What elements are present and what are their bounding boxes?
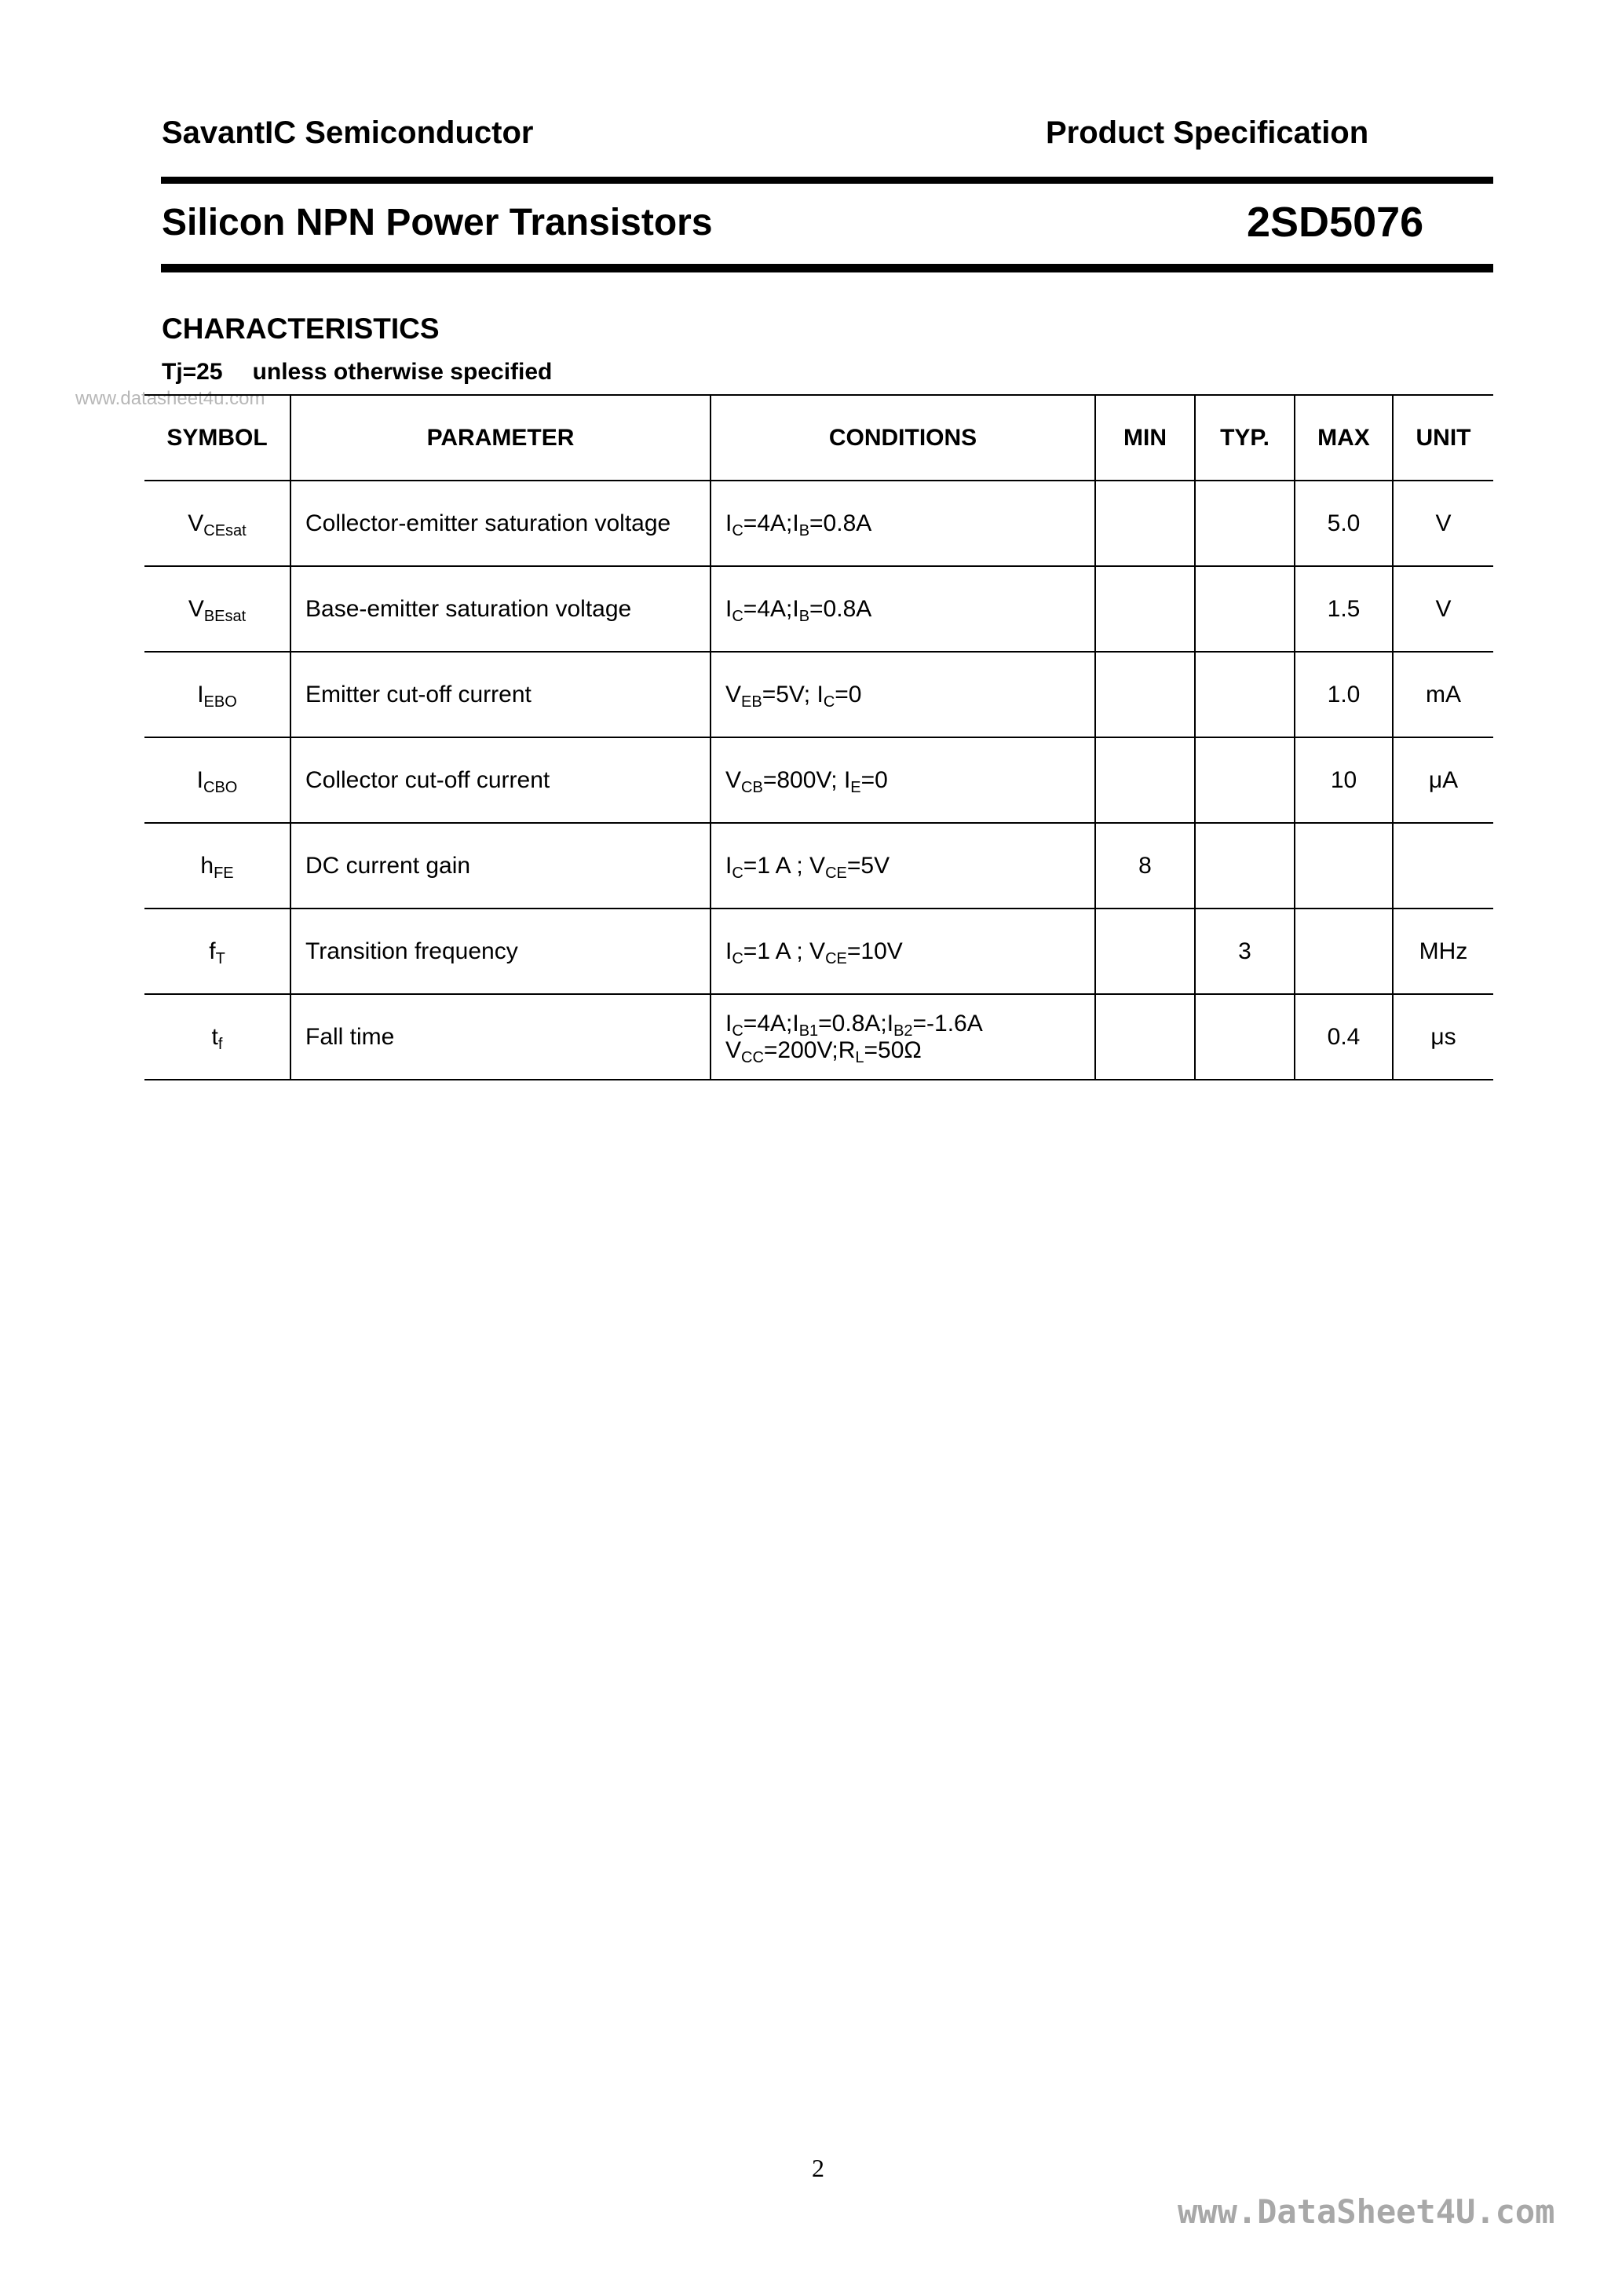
condition-text: =10V	[846, 938, 903, 964]
company-name: SavantIC Semiconductor	[162, 115, 534, 150]
condition-text: =0.8A;I	[818, 1010, 894, 1036]
header-parameter: PARAMETER	[290, 395, 711, 481]
cell-unit: mA	[1393, 652, 1493, 737]
condition-subscript: C	[732, 607, 743, 625]
symbol-subscript: EBO	[203, 693, 237, 711]
page-number: 2	[812, 2154, 824, 2182]
condition-text: =50Ω	[864, 1036, 922, 1063]
header-unit: UNIT	[1393, 395, 1493, 481]
header-rule-bottom	[161, 264, 1493, 272]
condition-text: =1 A ; V	[743, 938, 826, 964]
cell-parameter: DC current gain	[290, 823, 711, 909]
cell-conditions	[711, 823, 1095, 909]
table-row	[144, 737, 1493, 823]
condition-subscript: CC	[741, 1048, 764, 1066]
condition-subscript: C	[732, 949, 743, 967]
cell-symbol	[144, 737, 290, 823]
cell-min	[1095, 481, 1195, 566]
condition-subscript: CE	[825, 949, 847, 967]
characteristics-table	[144, 394, 1493, 1080]
condition-subscript: E	[850, 778, 861, 796]
symbol-subscript: BEsat	[203, 607, 247, 625]
cell-typ	[1195, 823, 1295, 909]
table-header-row	[144, 395, 1493, 481]
condition-text: =-1.6A	[912, 1010, 983, 1036]
cell-max: 1.5	[1295, 566, 1393, 652]
condition-text: =4A;I	[743, 510, 799, 536]
condition-text: V	[725, 766, 742, 793]
document-type: Product Specification	[1046, 115, 1369, 150]
cell-conditions	[711, 566, 1095, 652]
cell-unit: MHz	[1393, 909, 1493, 994]
condition-text: I	[725, 595, 732, 622]
header-max: MAX	[1295, 395, 1393, 481]
condition-text: =4A;I	[743, 595, 799, 622]
condition-subscript: CB	[741, 778, 763, 796]
cell-unit: μs	[1393, 994, 1493, 1080]
cell-max: 0.4	[1295, 994, 1393, 1080]
condition-text: =0.8A	[809, 595, 872, 622]
condition-text: =5V	[846, 852, 890, 879]
table-row	[144, 994, 1493, 1080]
conditions-note	[162, 359, 552, 386]
table-row	[144, 652, 1493, 737]
condition-text: I	[725, 938, 732, 964]
header-typ: TYP.	[1195, 395, 1295, 481]
condition-subscript: C	[732, 521, 743, 539]
cell-min: 8	[1095, 823, 1195, 909]
cell-parameter: Emitter cut-off current	[290, 652, 711, 737]
condition-text: =4A;I	[743, 1010, 799, 1036]
header-symbol: SYMBOL	[144, 395, 290, 481]
cell-parameter: Transition frequency	[290, 909, 711, 994]
condition-subscript: B	[798, 607, 810, 625]
cell-max: 5.0	[1295, 481, 1393, 566]
cell-parameter: Base-emitter saturation voltage	[290, 566, 711, 652]
cell-conditions	[711, 994, 1095, 1080]
cell-typ	[1195, 481, 1295, 566]
symbol-base: V	[188, 595, 204, 622]
cell-parameter: Collector-emitter saturation voltage	[290, 481, 711, 566]
cell-min	[1095, 566, 1195, 652]
cell-typ: 3	[1195, 909, 1295, 994]
cell-unit: V	[1393, 481, 1493, 566]
table-row	[144, 823, 1493, 909]
symbol-base: I	[197, 681, 204, 707]
condition-subscript: B2	[893, 1022, 913, 1040]
condition-label: Tj=25	[162, 359, 223, 385]
cell-min	[1095, 909, 1195, 994]
cell-max	[1295, 909, 1393, 994]
condition-text: V	[725, 681, 742, 707]
cell-min	[1095, 737, 1195, 823]
header-min: MIN	[1095, 395, 1195, 481]
symbol-subscript: T	[215, 949, 225, 967]
condition-text: I	[725, 510, 732, 536]
cell-typ	[1195, 994, 1295, 1080]
condition-text: =5V; I	[762, 681, 824, 707]
cell-conditions	[711, 909, 1095, 994]
table-body	[144, 481, 1493, 1080]
cell-symbol	[144, 823, 290, 909]
condition-text: =0	[860, 766, 888, 793]
cell-parameter: Collector cut-off current	[290, 737, 711, 823]
condition-subscript: B	[798, 521, 810, 539]
condition-subscript: B1	[798, 1022, 819, 1040]
section-title: CHARACTERISTICS	[162, 313, 440, 345]
watermark-bottom[interactable]: www.DataSheet4U.com	[1178, 2192, 1555, 2231]
table-row	[144, 566, 1493, 652]
condition-subscript: C	[732, 864, 743, 882]
cell-conditions	[711, 481, 1095, 566]
cell-typ	[1195, 566, 1295, 652]
cell-max: 10	[1295, 737, 1393, 823]
cell-unit	[1393, 823, 1493, 909]
symbol-base: I	[196, 766, 203, 793]
cell-symbol	[144, 652, 290, 737]
condition-text: I	[725, 852, 732, 879]
condition-text: V	[725, 1036, 742, 1063]
symbol-base: V	[188, 510, 204, 536]
condition-text: =0	[835, 681, 862, 707]
cell-max	[1295, 823, 1393, 909]
cell-parameter: Fall time	[290, 994, 711, 1080]
watermark-top[interactable]: www.datasheet4u.com	[75, 388, 265, 409]
cell-symbol	[144, 481, 290, 566]
condition-text: =200V;R	[763, 1036, 856, 1063]
cell-symbol	[144, 909, 290, 994]
cell-symbol	[144, 566, 290, 652]
symbol-subscript: CEsat	[203, 521, 247, 539]
table-row	[144, 481, 1493, 566]
condition-subscript: C	[732, 1022, 743, 1040]
symbol-base: t	[211, 1023, 218, 1050]
cell-conditions	[711, 652, 1095, 737]
part-number: 2SD5076	[1247, 199, 1424, 246]
cell-symbol	[144, 994, 290, 1080]
condition-text: I	[725, 1010, 732, 1036]
condition-text: unless otherwise specified	[252, 359, 553, 385]
condition-subscript: EB	[741, 693, 762, 711]
cell-max: 1.0	[1295, 652, 1393, 737]
condition-text: =1 A ; V	[743, 852, 826, 879]
symbol-base: f	[209, 938, 216, 964]
header-conditions: CONDITIONS	[711, 395, 1095, 481]
condition-text: =800V; I	[762, 766, 851, 793]
cell-min	[1095, 652, 1195, 737]
table-row	[144, 909, 1493, 994]
cell-unit: V	[1393, 566, 1493, 652]
symbol-subscript: f	[217, 1035, 223, 1053]
symbol-subscript: FE	[214, 864, 234, 882]
symbol-base: h	[200, 852, 214, 879]
cell-typ	[1195, 652, 1295, 737]
cell-conditions	[711, 737, 1095, 823]
cell-typ	[1195, 737, 1295, 823]
cell-unit: μA	[1393, 737, 1493, 823]
condition-text: =0.8A	[809, 510, 872, 536]
condition-subscript: L	[855, 1048, 864, 1066]
symbol-subscript: CBO	[203, 778, 238, 796]
cell-min	[1095, 994, 1195, 1080]
document-title: Silicon NPN Power Transistors	[162, 202, 713, 243]
condition-subscript: C	[823, 693, 835, 711]
header-rule-top	[161, 177, 1493, 184]
condition-subscript: CE	[825, 864, 847, 882]
